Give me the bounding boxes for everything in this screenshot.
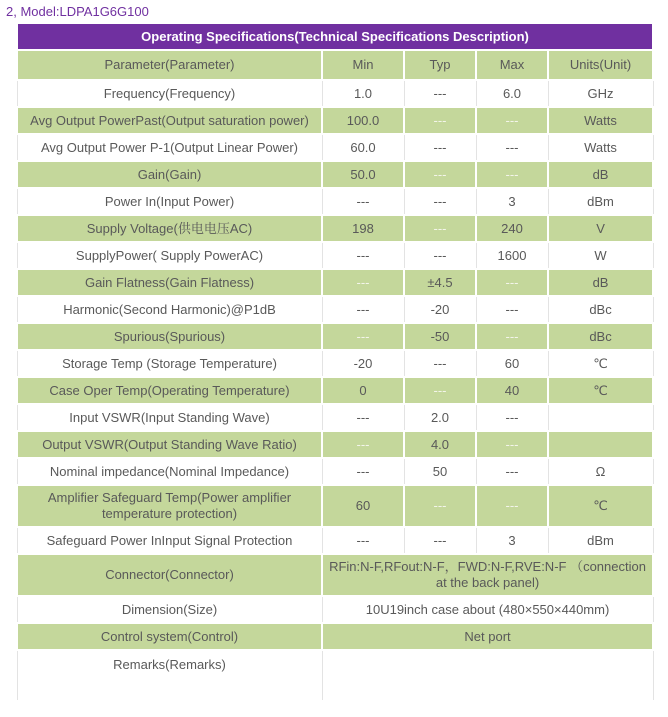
table-row <box>17 161 653 188</box>
parameter-cell: Nominal impedance(Nominal Impedance) <box>17 458 322 485</box>
units-cell: GHz <box>548 80 653 107</box>
units-cell: Watts <box>548 134 653 161</box>
parameter-cell: Control system(Control) <box>17 623 322 650</box>
min-cell: --- <box>322 431 404 458</box>
typ-cell: -50 <box>404 323 476 350</box>
parameter-cell: Storage Temp (Storage Temperature) <box>17 350 322 377</box>
table-row <box>17 527 653 554</box>
max-cell: --- <box>476 269 548 296</box>
typ-cell: 2.0 <box>404 404 476 431</box>
value-span-cell <box>322 650 653 701</box>
min-cell: --- <box>322 296 404 323</box>
table-row <box>17 350 653 377</box>
typ-cell: --- <box>404 161 476 188</box>
max-cell: --- <box>476 485 548 527</box>
column-header-parameter: Parameter(Parameter) <box>17 50 322 80</box>
typ-cell: --- <box>404 242 476 269</box>
max-cell: 6.0 <box>476 80 548 107</box>
min-cell: 198 <box>322 215 404 242</box>
typ-cell: --- <box>404 485 476 527</box>
table-row <box>17 458 653 485</box>
max-cell: 3 <box>476 527 548 554</box>
table-row <box>17 80 653 107</box>
parameter-cell: Amplifier Safeguard Temp(Power amplifier temperature protection) <box>17 485 322 527</box>
table-row <box>17 107 653 134</box>
max-cell: 40 <box>476 377 548 404</box>
model-label: 2, Model:LDPA1G6G100 <box>6 4 149 19</box>
max-cell: 1600 <box>476 242 548 269</box>
units-cell: dBc <box>548 323 653 350</box>
parameter-cell: Harmonic(Second Harmonic)@P1dB <box>17 296 322 323</box>
column-header-units: Units(Unit) <box>548 50 653 80</box>
parameter-cell: Safeguard Power InInput Signal Protection <box>17 527 322 554</box>
max-cell: --- <box>476 296 548 323</box>
table-title-row <box>17 24 653 50</box>
value-span-cell: Net port <box>322 623 653 650</box>
units-cell: W <box>548 242 653 269</box>
parameter-cell: Gain(Gain) <box>17 161 322 188</box>
min-cell: --- <box>322 458 404 485</box>
parameter-cell: Remarks(Remarks) <box>17 650 322 701</box>
max-cell: --- <box>476 458 548 485</box>
min-cell: 60.0 <box>322 134 404 161</box>
typ-cell: --- <box>404 527 476 554</box>
value-span-cell: RFin:N-F,RFout:N-F，FWD:N-F,RVE:N-F （connection at the back panel) <box>322 554 653 596</box>
spec-table-head <box>17 24 653 80</box>
max-cell: 240 <box>476 215 548 242</box>
value-span-cell: 10U19inch case about (480×550×440mm) <box>322 596 653 623</box>
table-row <box>17 242 653 269</box>
table-row <box>17 623 653 650</box>
units-cell: V <box>548 215 653 242</box>
typ-cell: ±4.5 <box>404 269 476 296</box>
min-cell: 100.0 <box>322 107 404 134</box>
min-cell: --- <box>322 404 404 431</box>
table-row <box>17 134 653 161</box>
units-cell: ℃ <box>548 350 653 377</box>
column-header-max: Max <box>476 50 548 80</box>
units-cell: dB <box>548 269 653 296</box>
parameter-cell: Avg Output Power P-1(Output Linear Power) <box>17 134 322 161</box>
parameter-cell: Power In(Input Power) <box>17 188 322 215</box>
typ-cell: --- <box>404 134 476 161</box>
parameter-cell: Spurious(Spurious) <box>17 323 322 350</box>
typ-cell: --- <box>404 377 476 404</box>
typ-cell: --- <box>404 215 476 242</box>
typ-cell: 50 <box>404 458 476 485</box>
table-row <box>17 323 653 350</box>
units-cell <box>548 431 653 458</box>
table-row <box>17 215 653 242</box>
min-cell: 50.0 <box>322 161 404 188</box>
table-row <box>17 269 653 296</box>
spec-table-body <box>17 80 653 701</box>
max-cell: 3 <box>476 188 548 215</box>
units-cell: ℃ <box>548 485 653 527</box>
units-cell: dBm <box>548 188 653 215</box>
parameter-cell: Frequency(Frequency) <box>17 80 322 107</box>
table-row <box>17 377 653 404</box>
max-cell: --- <box>476 404 548 431</box>
table-row <box>17 188 653 215</box>
typ-cell: --- <box>404 188 476 215</box>
parameter-cell: Supply Voltage(供电电压AC) <box>17 215 322 242</box>
parameter-cell: Case Oper Temp(Operating Temperature) <box>17 377 322 404</box>
max-cell: 60 <box>476 350 548 377</box>
units-cell: dB <box>548 161 653 188</box>
table-row <box>17 296 653 323</box>
parameter-cell: Gain Flatness(Gain Flatness) <box>17 269 322 296</box>
min-cell: --- <box>322 269 404 296</box>
max-cell: --- <box>476 134 548 161</box>
typ-cell: --- <box>404 350 476 377</box>
units-cell: ℃ <box>548 377 653 404</box>
column-header-min: Min <box>322 50 404 80</box>
parameter-cell: Connector(Connector) <box>17 554 322 596</box>
column-header-typ: Typ <box>404 50 476 80</box>
units-cell: Ω <box>548 458 653 485</box>
typ-cell: -20 <box>404 296 476 323</box>
table-row <box>17 596 653 623</box>
table-row <box>17 404 653 431</box>
table-row <box>17 485 653 527</box>
min-cell: -20 <box>322 350 404 377</box>
min-cell: --- <box>322 188 404 215</box>
table-title: Operating Specifications(Technical Specifications Description) <box>17 24 653 50</box>
spec-table <box>16 24 654 702</box>
typ-cell: --- <box>404 80 476 107</box>
table-row <box>17 431 653 458</box>
units-cell <box>548 404 653 431</box>
parameter-cell: Input VSWR(Input Standing Wave) <box>17 404 322 431</box>
min-cell: --- <box>322 527 404 554</box>
max-cell: --- <box>476 161 548 188</box>
typ-cell: --- <box>404 107 476 134</box>
min-cell: 1.0 <box>322 80 404 107</box>
min-cell: 60 <box>322 485 404 527</box>
units-cell: dBc <box>548 296 653 323</box>
parameter-cell: Avg Output PowerPast(Output saturation power) <box>17 107 322 134</box>
parameter-cell: SupplyPower( Supply PowerAC) <box>17 242 322 269</box>
typ-cell: 4.0 <box>404 431 476 458</box>
max-cell: --- <box>476 431 548 458</box>
table-row <box>17 554 653 596</box>
column-header-row <box>17 50 653 80</box>
parameter-cell: Dimension(Size) <box>17 596 322 623</box>
max-cell: --- <box>476 107 548 134</box>
units-cell: Watts <box>548 107 653 134</box>
min-cell: --- <box>322 323 404 350</box>
max-cell: --- <box>476 323 548 350</box>
min-cell: 0 <box>322 377 404 404</box>
parameter-cell: Output VSWR(Output Standing Wave Ratio) <box>17 431 322 458</box>
table-row <box>17 650 653 701</box>
units-cell: dBm <box>548 527 653 554</box>
min-cell: --- <box>322 242 404 269</box>
